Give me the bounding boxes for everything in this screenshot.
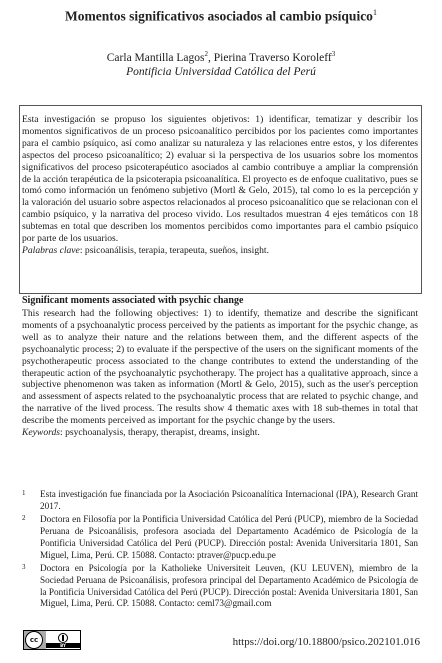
keywords-english-list: : psychoanalysis, therapy, therapist, dreams, insight.: [60, 427, 260, 439]
keywords-english-label: Keywords: [22, 427, 61, 439]
attribution-person-icon: [58, 633, 68, 643]
author-1: Carla Mantilla Lagos: [106, 51, 205, 64]
attribution-label: BY: [46, 643, 80, 648]
title-footnote-marker: 1: [372, 8, 377, 17]
footnote-number: 1: [22, 489, 26, 497]
author-line: [0, 50, 442, 64]
author-1-footnote-marker: 2: [204, 50, 208, 58]
cc-by-license-badge[interactable]: [23, 630, 81, 650]
article-title: [0, 8, 442, 25]
abstract-english: [22, 308, 418, 439]
footnote-3: [22, 563, 418, 610]
author-2-footnote-marker: 3: [331, 50, 336, 58]
article-title-text: Momentos significativos asociados al cambio psíquico: [65, 8, 373, 24]
abstract-spanish: [22, 114, 418, 257]
creative-commons-icon: cc: [25, 631, 43, 649]
keywords-english: [22, 427, 418, 439]
footnote-number: 2: [22, 514, 26, 523]
keywords-spanish-label: Palabras clave: [22, 244, 80, 256]
keywords-spanish: [22, 245, 418, 257]
keywords-spanish-list: : psicoanálisis, terapia, terapeuta, sueños, insight.: [79, 244, 269, 256]
footnotes: [22, 489, 418, 612]
affiliation: Pontificia Universidad Católica del Perú: [126, 66, 316, 78]
footnote-number: 3: [22, 563, 26, 572]
footnote-2: [22, 514, 418, 561]
footnote-1: [22, 489, 418, 512]
author-separator: ,: [208, 51, 214, 64]
doi-link[interactable]: https://doi.org/10.18800/psico.202101.016: [232, 636, 420, 648]
author-2: Pierina Traverso Koroleff: [213, 51, 332, 64]
english-title: Significant moments associated with psychic change: [22, 295, 244, 306]
attribution-area: [46, 631, 80, 649]
footnote-text: Esta investigación fue financiada por la Asociación Psicoanalítica Internacional (IPA), Research Grant 2017.: [40, 489, 418, 511]
abstract-english-body: This research had the following objectives: 1) to identify, thematize and describe the significant moments of a psychoanalytic process perceived by the patients as important for the psychic change, as well as to analyze their nature and the relations between them, and the different aspects of the psychoanalytic process; 2) to evaluate if the perspective of the users on the significant moments of the psychotherapeutic process associated to the change contributes to extend the understanding of the therapeutic action of the psychoanalytic psychotherapy. The project has a qualitative approach, since a subjective phenomenon was taken as information (Mortl & Gelo, 2015), such as the user's perception and assessment of aspects related to the psychoanalytic process that are related to psychic change, and the narrative of the lived process. The results show 4 thematic axes with 18 sub-themes in total that describe the moments perceived as important for the psychic change by the users.: [22, 308, 418, 427]
footnote-text: Doctora en Filosofía por la Pontificia Universidad Católica del Perú (PUCP), miembro de la Sociedad Peruana de Psicoanálisis, profesora asociada del Departamento Académico de Psicología de la Pontificia Universidad Católica del Perú (PUCP). Dirección postal: Avenida Universitaria 1801, San Miguel, Lima, Perú. CP. 15088. Contacto: ptraver@pucp.edu.pe: [40, 514, 418, 560]
footnote-text: Doctora en Psicología por la Katholieke Universiteit Leuven, (KU LEUVEN), miembro de la Sociedad Peruana de Psicoanálisis, profesora principal del Departamento Académico de Psicología de la Pontificia Universidad Católica del Perú (PUCP). Dirección postal: Avenida Universitaria 1801, San Miguel, Lima, Perú. CP. 15088. Contacto: ceml73@gmail.com: [40, 563, 418, 609]
abstract-spanish-body: Esta investigación se propuso los siguientes objetivos: 1) identificar, tematizar y describir los momentos significativos de un proceso psicoanalítico percibidos por los pacientes como importantes para el cambio psíquico, así como analizar su naturaleza y las relaciones entre estos, y los diferentes aspectos del proceso psicoanalítico; 2) evaluar si la perspectiva de los usuarios sobre los momentos significativos del proceso psicoterapéutico asociados al cambio contribuye a ampliar la comprensión de la acción terapéutica de la psicoterapia psicoanalítica. El proyecto es de enfoque cualitativo, pues se tomó como información un fenómeno subjetivo (Mortl & Gelo, 2015), tal como lo es la percepción y la valoración del usuario sobre aspectos relacionados al proceso psicoanalítico que se relacionan con el cambio psíquico, y la narrativa del proceso vivido. Los resultados muestran 4 ejes temáticos con 18 subtemas en total que describen los momentos percibidos como importantes para el cambio psíquico por parte de los usuarios.: [22, 114, 418, 245]
